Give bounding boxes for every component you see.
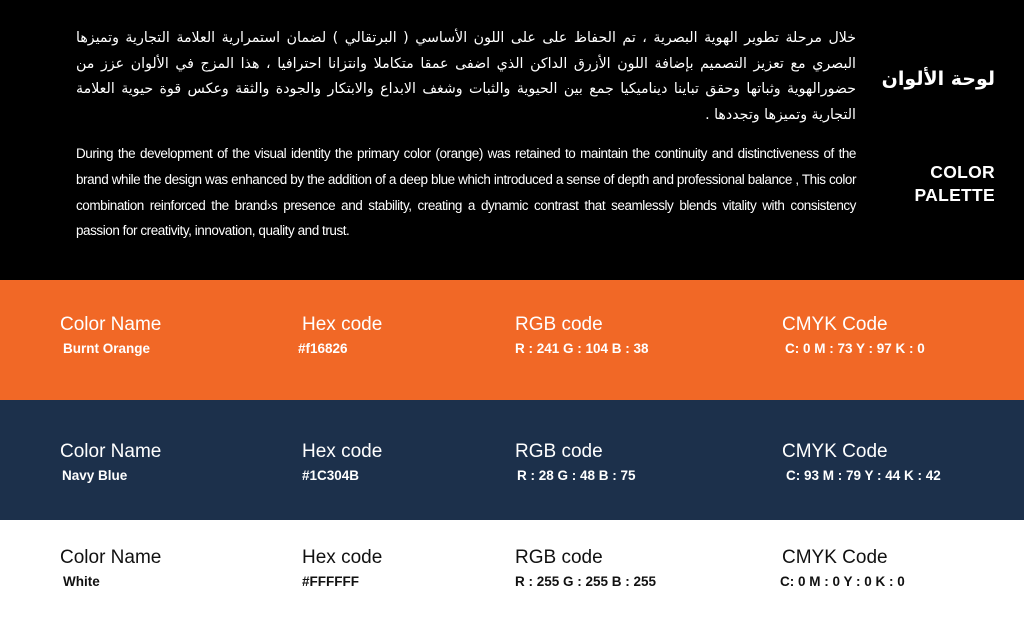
color-name-value: White bbox=[63, 574, 100, 589]
rgb-value: R : 28 G : 48 B : 75 bbox=[517, 468, 636, 483]
cmyk-label: CMYK Code bbox=[782, 314, 888, 335]
cmyk-column bbox=[782, 314, 925, 357]
color-name-label: Color Name bbox=[60, 547, 162, 568]
english-title: COLOR PALETTE bbox=[914, 162, 995, 205]
color-name-label: Color Name bbox=[60, 314, 162, 335]
cmyk-value: C: 93 M : 79 Y : 44 K : 42 bbox=[786, 468, 941, 483]
color-name-column bbox=[60, 314, 161, 357]
rgb-value: R : 241 G : 104 B : 38 bbox=[515, 341, 649, 356]
rgb-label: RGB code bbox=[515, 547, 603, 568]
color-name-value: Navy Blue bbox=[62, 468, 128, 483]
header-section bbox=[0, 0, 1024, 280]
color-name-label: Color Name bbox=[60, 441, 162, 462]
arabic-description: خلال مرحلة تطوير الهوية البصرية ، تم الحفاظ على على اللون الأساسي ( البرتقالي ) لضمان استمرارية العلامة التجارية وتميزها البصري مع تعزيز التصميم بإضافة اللون الأزرق الداكن الذي اضفى عمقا متكاملا وانتزانا احترافيا ، هذا المزج في الألوان عزز من حضورالهوية وثباتها وحقق تباينا ديناميكيا جمع بين الحيوية والثبات وشغف الابداع والابتكار والجودة والثقة وعكس قوة حيوية العلامة التجارية وتميزها وتجددها . bbox=[76, 30, 856, 124]
color-band-burnt-orange bbox=[0, 280, 1024, 400]
cmyk-value: C: 0 M : 73 Y : 97 K : 0 bbox=[785, 341, 925, 356]
color-band-navy-blue bbox=[0, 400, 1024, 520]
rgb-column bbox=[515, 441, 636, 484]
rgb-label: RGB code bbox=[515, 441, 603, 462]
rgb-value: R : 255 G : 255 B : 255 bbox=[515, 574, 657, 589]
hex-value: #1C304B bbox=[302, 468, 360, 483]
arabic-title: لوحة الألوان bbox=[881, 68, 995, 90]
cmyk-label: CMYK Code bbox=[782, 547, 888, 568]
cmyk-column bbox=[782, 547, 905, 590]
rgb-label: RGB code bbox=[515, 314, 603, 335]
color-band-white bbox=[0, 520, 1024, 640]
hex-column bbox=[298, 314, 383, 357]
hex-column bbox=[302, 547, 382, 590]
color-name-value: Burnt Orange bbox=[63, 341, 151, 356]
rgb-column bbox=[515, 314, 649, 357]
hex-value: #f16826 bbox=[298, 341, 348, 356]
hex-column bbox=[302, 441, 382, 484]
hex-label: Hex code bbox=[302, 547, 383, 568]
hex-label: Hex code bbox=[302, 441, 383, 462]
hex-label: Hex code bbox=[302, 314, 383, 335]
cmyk-label: CMYK Code bbox=[782, 441, 888, 462]
color-name-column bbox=[60, 547, 161, 590]
rgb-column bbox=[515, 547, 656, 590]
cmyk-column bbox=[782, 441, 941, 484]
hex-value: #FFFFFF bbox=[302, 574, 359, 589]
color-name-column bbox=[60, 441, 161, 484]
english-description: During the development of the visual identity the primary color (orange) was retained to maintain the continuity and distinctiveness of the brand while the design was enhanced by the addition of a deep blue which introduced a sense of depth and professional balance , This color combination reinforced the brand›s presence and stability, creating a dynamic contrast that seamlessly blends vitality with consistency passion for creativity, innovation, quality and trust. bbox=[76, 146, 856, 239]
cmyk-value: C: 0 M : 0 Y : 0 K : 0 bbox=[780, 574, 905, 589]
